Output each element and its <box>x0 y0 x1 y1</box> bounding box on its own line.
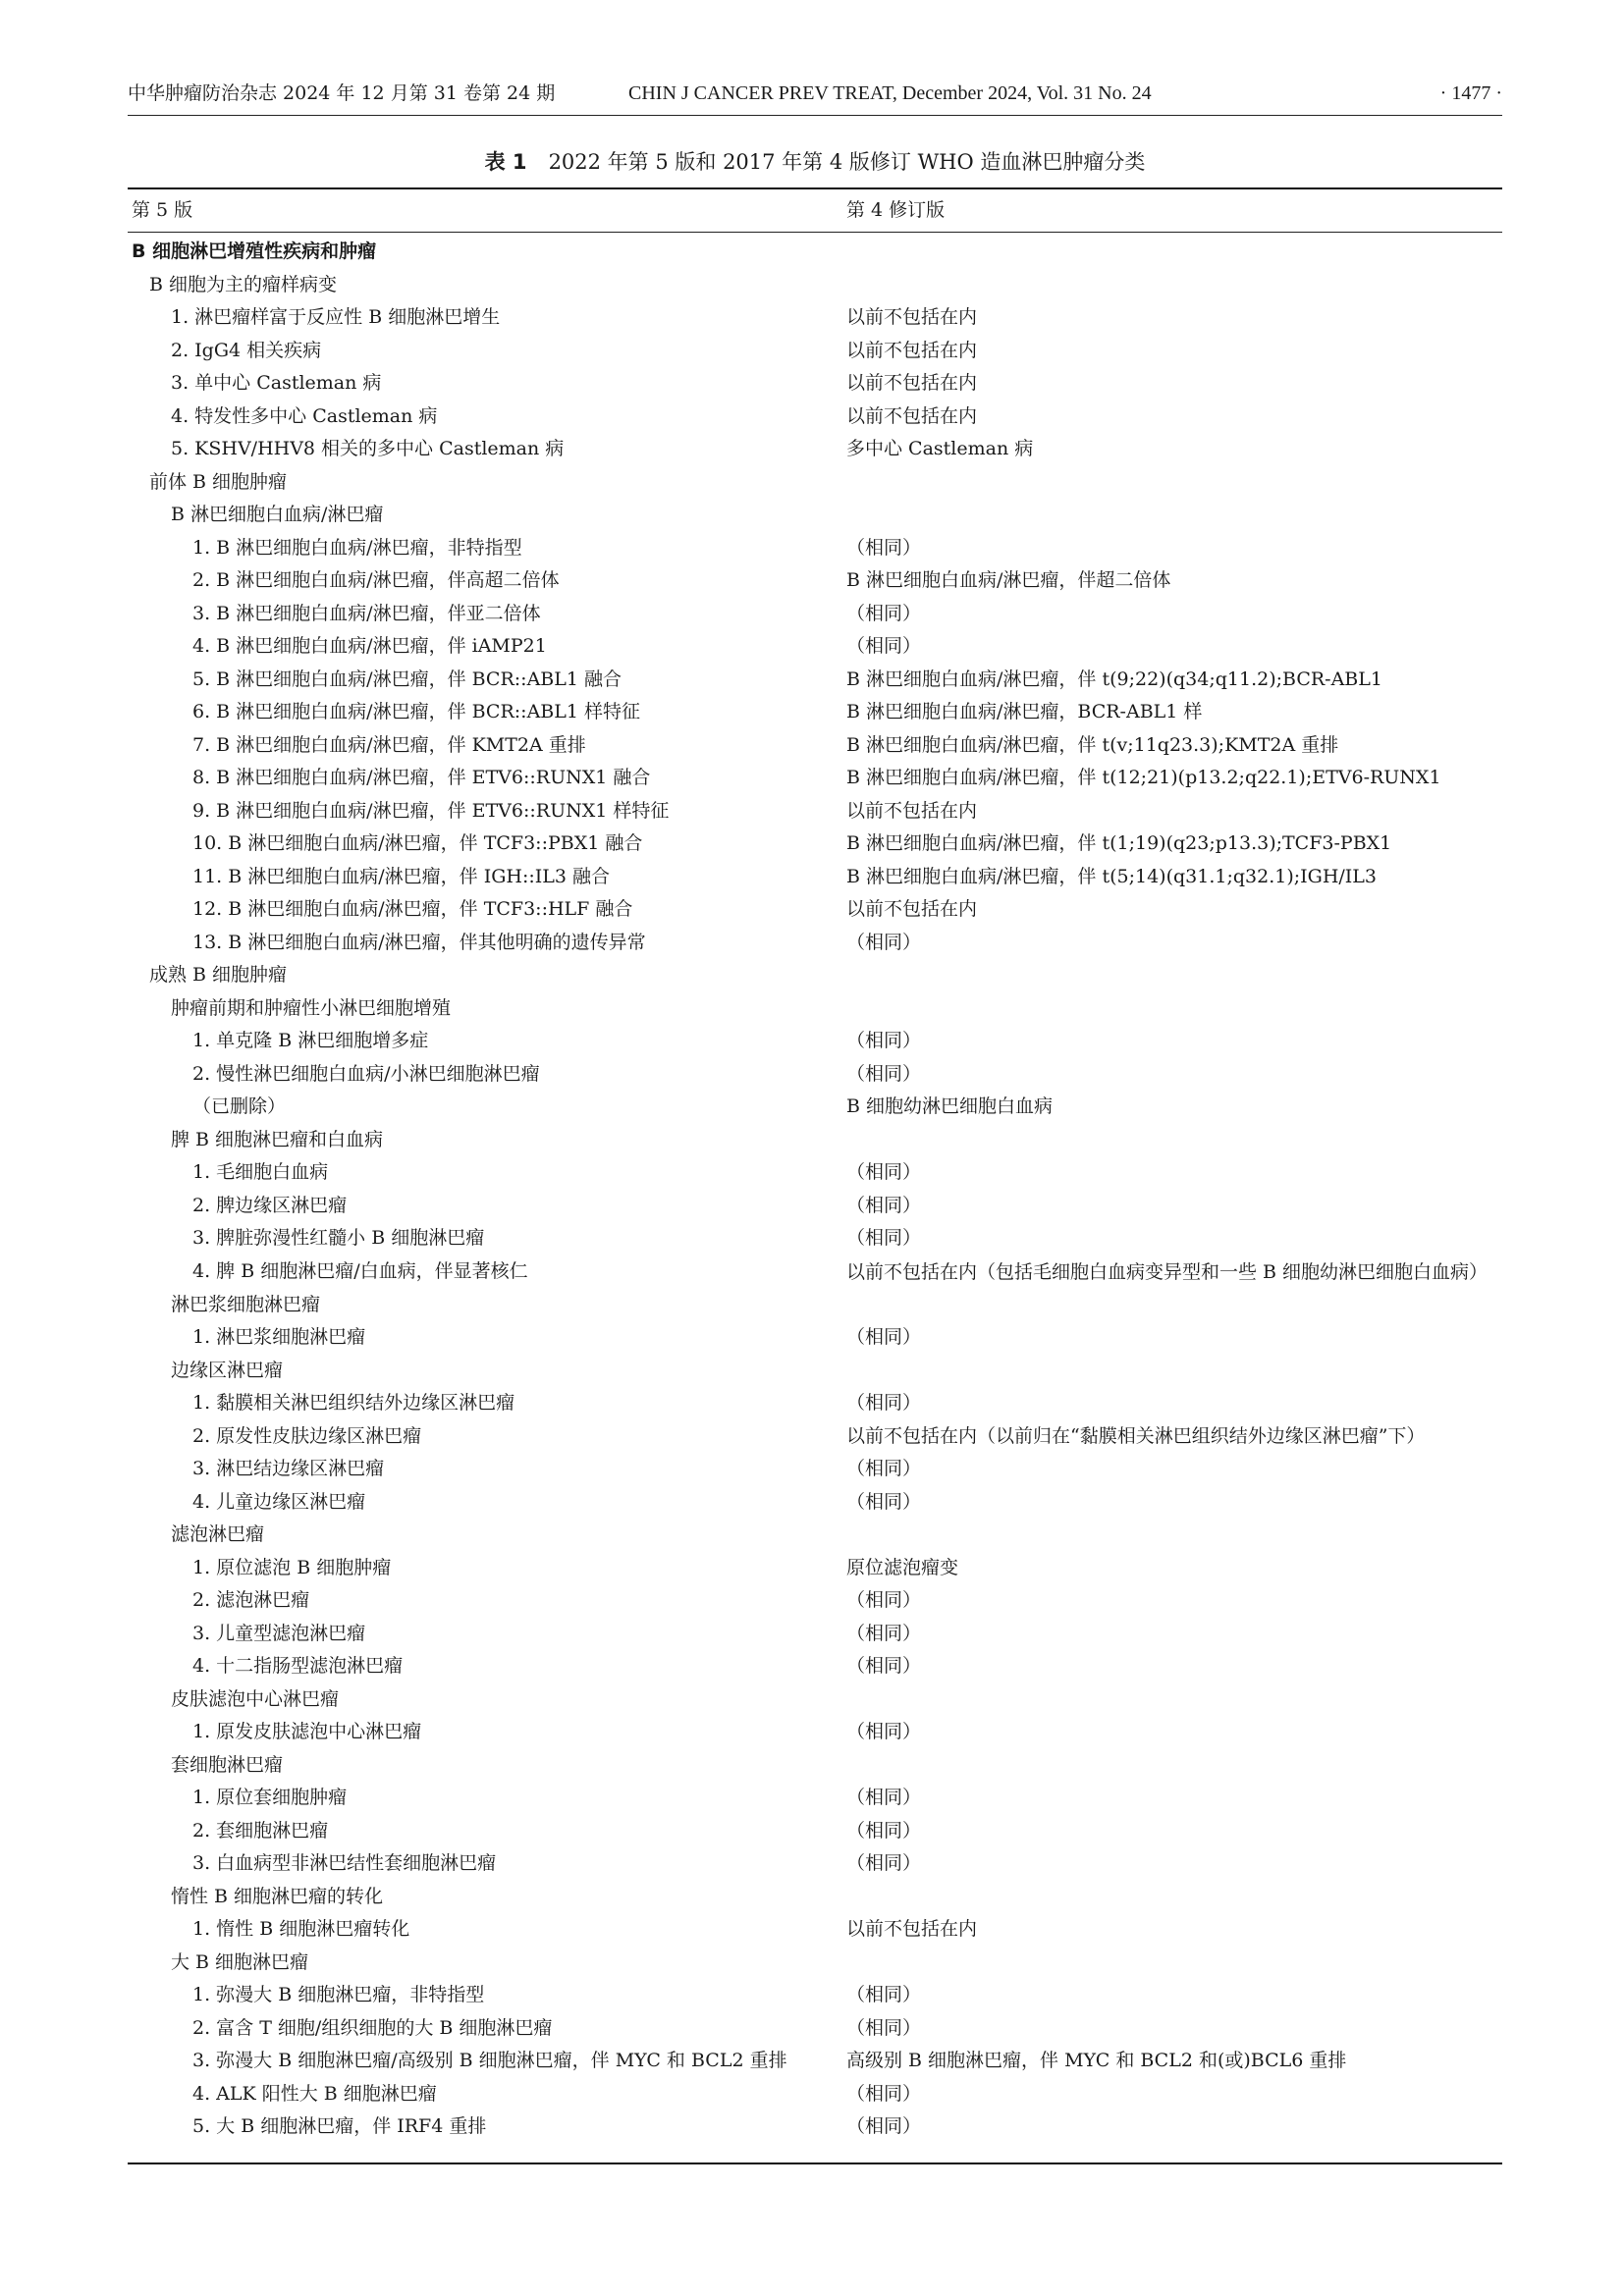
cell-5th-edition: 12. B 淋巴细胞白血病/淋巴瘤，伴 TCF3::HLF 融合 <box>192 898 633 920</box>
table-section-heading <box>128 269 1502 302</box>
table-section-heading <box>128 1124 1502 1157</box>
journal-title: 中华肿瘤防治杂志 2024 年 12 月第 31 卷第 24 期 <box>128 82 556 104</box>
table-row <box>128 2078 1502 2111</box>
cell-4th-revised-edition: B 细胞幼淋巴细胞白血病 <box>846 1095 1054 1117</box>
cell-4th-revised-edition: （相同） <box>846 1622 922 1644</box>
cell-4th-revised-edition: 以前不包括在内 <box>846 898 978 920</box>
cell-4th-revised-edition <box>846 1355 1485 1388</box>
cell-4th-revised-edition: （相同） <box>846 1852 922 1874</box>
cell-4th-revised-edition <box>846 269 1485 302</box>
cell-4th-revised-edition: （相同） <box>846 1326 922 1348</box>
cell-4th-revised-edition: 以前不包括在内 <box>846 799 978 822</box>
table-header-rule <box>128 232 1502 233</box>
cell-5th-edition: 1. B 淋巴细胞白血病/淋巴瘤，非特指型 <box>192 536 522 559</box>
cell-5th-edition: 4. B 淋巴细胞白血病/淋巴瘤，伴 iAMP21 <box>192 635 547 657</box>
page-number: · 1477 · <box>1439 82 1502 104</box>
cell-4th-revised-edition <box>846 1881 1485 1914</box>
cell-5th-edition: 大 B 细胞淋巴瘤 <box>171 1950 309 1973</box>
cell-4th-revised-edition: （相同） <box>846 1490 922 1513</box>
cell-4th-revised-edition: （相同） <box>846 2016 922 2039</box>
cell-4th-revised-edition <box>846 499 1485 532</box>
table-caption <box>128 145 1502 179</box>
table-section-heading <box>128 1289 1502 1322</box>
table-row <box>128 696 1502 729</box>
cell-5th-edition: 3. 白血病型非淋巴结性套细胞淋巴瘤 <box>192 1852 497 1874</box>
cell-5th-edition: 5. B 淋巴细胞白血病/淋巴瘤，伴 BCR::ABL1 融合 <box>192 667 623 690</box>
table-row <box>128 335 1502 368</box>
cell-5th-edition: 肿瘤前期和肿瘤性小淋巴细胞增殖 <box>171 996 452 1019</box>
table-bottom-rule <box>128 2163 1502 2164</box>
cell-4th-revised-edition: B 淋巴细胞白血病/淋巴瘤，伴 t(5;14)(q31.1;q32.1);IGH/IL3 <box>846 865 1377 887</box>
cell-5th-edition: 4. ALK 阳性大 B 细胞淋巴瘤 <box>192 2082 437 2105</box>
cell-4th-revised-edition: B 淋巴细胞白血病/淋巴瘤，伴 t(12;21)(p13.2;q22.1);ETV6-RUNX1 <box>846 767 1441 788</box>
cell-5th-edition: B 细胞淋巴增殖性疾病和肿瘤 <box>132 240 377 262</box>
table-row <box>128 1782 1502 1815</box>
cell-5th-edition: 1. 原位套细胞肿瘤 <box>192 1787 348 1808</box>
table-section-heading <box>128 499 1502 532</box>
cell-4th-revised-edition: （相同） <box>846 1787 922 1808</box>
cell-5th-edition: 2. 富含 T 细胞/组织细胞的大 B 细胞淋巴瘤 <box>192 2016 553 2039</box>
table-row <box>128 1190 1502 1223</box>
cell-4th-revised-edition: （相同） <box>846 931 922 953</box>
table-title: 2022 年第 5 版和 2017 年第 4 版修订 WHO 造血淋巴肿瘤分类 <box>548 150 1146 174</box>
cell-4th-revised-edition: （相同） <box>846 1655 922 1677</box>
table-body <box>128 236 1502 2144</box>
cell-5th-edition: 3. 单中心 Castleman 病 <box>171 372 382 394</box>
cell-4th-revised-edition <box>846 1289 1485 1322</box>
cell-5th-edition: 11. B 淋巴细胞白血病/淋巴瘤，伴 IGH::IL3 融合 <box>192 865 611 887</box>
cell-4th-revised-edition: 原位滤泡瘤变 <box>846 1556 959 1578</box>
column-header-5th-edition: 第 5 版 <box>132 199 193 221</box>
cell-5th-edition: 3. B 淋巴细胞白血病/淋巴瘤，伴亚二倍体 <box>192 602 541 624</box>
table-row <box>128 1979 1502 2012</box>
cell-4th-revised-edition: （相同） <box>846 1227 922 1249</box>
cell-5th-edition: 1. 黏膜相关淋巴组织结外边缘区淋巴瘤 <box>192 1392 515 1414</box>
header-divider <box>128 115 1502 116</box>
table-row <box>128 2110 1502 2144</box>
table-row <box>128 1025 1502 1058</box>
cell-5th-edition: 惰性 B 细胞淋巴瘤的转化 <box>171 1885 384 1907</box>
table-row <box>128 2045 1502 2078</box>
cell-4th-revised-edition: 多中心 Castleman 病 <box>846 438 1034 459</box>
cell-5th-edition: 2. IgG4 相关疾病 <box>171 339 322 361</box>
cell-5th-edition: 1. 弥漫大 B 细胞淋巴瘤，非特指型 <box>192 1984 485 2005</box>
cell-4th-revised-edition: B 淋巴细胞白血病/淋巴瘤，伴 t(1;19)(q23;p13.3);TCF3-PBX1 <box>846 832 1392 854</box>
cell-4th-revised-edition: （相同） <box>846 1392 922 1414</box>
cell-4th-revised-edition <box>846 1749 1485 1783</box>
cell-5th-edition: 10. B 淋巴细胞白血病/淋巴瘤，伴 TCF3::PBX1 融合 <box>192 832 643 854</box>
table-row <box>128 1387 1502 1420</box>
cell-5th-edition: 1. 毛细胞白血病 <box>192 1161 329 1183</box>
cell-4th-revised-edition: 以前不包括在内 <box>846 339 978 361</box>
cell-4th-revised-edition: （相同） <box>846 1194 922 1216</box>
cell-4th-revised-edition: （相同） <box>846 1819 922 1842</box>
cell-5th-edition: 5. KSHV/HHV8 相关的多中心 Castleman 病 <box>171 438 565 459</box>
table-row <box>128 1255 1502 1289</box>
table-top-rule <box>128 187 1502 189</box>
cell-5th-edition: 皮肤滤泡中心淋巴瘤 <box>171 1687 340 1710</box>
cell-4th-revised-edition: B 淋巴细胞白血病/淋巴瘤，BCR-ABL1 样 <box>846 701 1203 722</box>
cell-4th-revised-edition: 以前不包括在内 <box>846 1918 978 1940</box>
cell-5th-edition: 套细胞淋巴瘤 <box>171 1753 284 1776</box>
cell-5th-edition: 1. 淋巴浆细胞淋巴瘤 <box>192 1326 366 1348</box>
table-row <box>128 795 1502 828</box>
cell-5th-edition: 2. 套细胞淋巴瘤 <box>192 1819 329 1842</box>
cell-4th-revised-edition: B 淋巴细胞白血病/淋巴瘤，伴超二倍体 <box>846 569 1171 591</box>
cell-5th-edition: 2. 原发性皮肤边缘区淋巴瘤 <box>192 1424 422 1447</box>
table-row <box>128 1156 1502 1190</box>
cell-5th-edition: 1. 单克隆 B 淋巴细胞增多症 <box>192 1030 429 1051</box>
cell-5th-edition: 淋巴浆细胞淋巴瘤 <box>171 1293 321 1315</box>
cell-5th-edition: 边缘区淋巴瘤 <box>171 1359 284 1381</box>
table-row <box>128 828 1502 861</box>
table-section-heading <box>128 236 1502 269</box>
cell-5th-edition: B 细胞为主的瘤样病变 <box>149 273 338 295</box>
cell-4th-revised-edition: （相同） <box>846 1721 922 1742</box>
table-row <box>128 1486 1502 1520</box>
cell-4th-revised-edition: （相同） <box>846 1161 922 1183</box>
table-section-heading <box>128 466 1502 500</box>
cell-4th-revised-edition <box>846 236 1485 269</box>
table-row <box>128 1815 1502 1848</box>
cell-4th-revised-edition: （相同） <box>846 2082 922 2105</box>
cell-4th-revised-edition <box>846 992 1485 1026</box>
cell-5th-edition: 滤泡淋巴瘤 <box>171 1523 265 1545</box>
table-row <box>128 1321 1502 1355</box>
cell-4th-revised-edition <box>846 466 1485 500</box>
table-section-heading <box>128 1355 1502 1388</box>
cell-5th-edition: 前体 B 细胞肿瘤 <box>149 470 288 493</box>
cell-5th-edition: 2. 慢性淋巴细胞白血病/小淋巴细胞淋巴瘤 <box>192 1062 540 1085</box>
table-section-heading <box>128 1683 1502 1717</box>
cell-4th-revised-edition: B 淋巴细胞白血病/淋巴瘤，伴 t(v;11q23.3);KMT2A 重排 <box>846 733 1339 756</box>
journal-english-citation: CHIN J CANCER PREV TREAT, December 2024, Vol. 31 No. 24 <box>628 82 1152 104</box>
cell-4th-revised-edition: 以前不包括在内（包括毛细胞白血病变异型和一些 B 细胞幼淋巴细胞白血病） <box>846 1260 1489 1283</box>
table-row <box>128 301 1502 335</box>
table-row <box>128 1552 1502 1585</box>
table-row <box>128 893 1502 927</box>
cell-4th-revised-edition: （相同） <box>846 1984 922 2005</box>
table-section-heading <box>128 959 1502 992</box>
table-row <box>128 564 1502 598</box>
cell-4th-revised-edition: 以前不包括在内 <box>846 372 978 394</box>
table-row <box>128 664 1502 697</box>
table-row <box>128 400 1502 434</box>
cell-5th-edition: 3. 儿童型滤泡淋巴瘤 <box>192 1622 366 1644</box>
cell-5th-edition: 2. 脾边缘区淋巴瘤 <box>192 1194 348 1216</box>
table-section-heading <box>128 1519 1502 1552</box>
cell-5th-edition: 4. 儿童边缘区淋巴瘤 <box>192 1490 366 1513</box>
cell-4th-revised-edition: 以前不包括在内 <box>846 306 978 328</box>
cell-5th-edition: 3. 淋巴结边缘区淋巴瘤 <box>192 1458 385 1479</box>
cell-4th-revised-edition <box>846 1519 1485 1552</box>
cell-5th-edition: 成熟 B 细胞肿瘤 <box>149 964 288 986</box>
cell-4th-revised-edition: （相同） <box>846 1458 922 1479</box>
cell-5th-edition: 脾 B 细胞淋巴瘤和白血病 <box>171 1128 384 1150</box>
cell-5th-edition: （已删除） <box>192 1095 287 1117</box>
cell-4th-revised-edition <box>846 1947 1485 1980</box>
table-row <box>128 1222 1502 1255</box>
cell-5th-edition: 6. B 淋巴细胞白血病/淋巴瘤，伴 BCR::ABL1 样特征 <box>192 701 641 722</box>
table-section-heading <box>128 1881 1502 1914</box>
table-row <box>128 729 1502 763</box>
table-row <box>128 762 1502 795</box>
cell-5th-edition: 1. 原发皮肤滤泡中心淋巴瘤 <box>192 1721 422 1742</box>
table-section-heading <box>128 1947 1502 1980</box>
cell-4th-revised-edition: 高级别 B 细胞淋巴瘤，伴 MYC 和 BCL2 和(或)BCL6 重排 <box>846 2050 1347 2071</box>
table-row <box>128 1618 1502 1651</box>
cell-5th-edition: 1. 原位滤泡 B 细胞肿瘤 <box>192 1556 392 1578</box>
table-row <box>128 1420 1502 1454</box>
cell-4th-revised-edition: （相同） <box>846 2115 922 2137</box>
table-row <box>128 2012 1502 2046</box>
cell-5th-edition: 4. 脾 B 细胞淋巴瘤/白血病，伴显著核仁 <box>192 1259 528 1282</box>
cell-4th-revised-edition <box>846 1124 1485 1157</box>
table-section-heading <box>128 1749 1502 1783</box>
table-label: 表 1 <box>484 150 527 174</box>
cell-4th-revised-edition: （相同） <box>846 1030 922 1051</box>
cell-5th-edition: 5. 大 B 细胞淋巴瘤，伴 IRF4 重排 <box>192 2115 487 2137</box>
cell-4th-revised-edition <box>846 1683 1485 1717</box>
table-row <box>128 861 1502 894</box>
table-row <box>128 1913 1502 1947</box>
cell-5th-edition: 4. 十二指肠型滤泡淋巴瘤 <box>192 1655 404 1677</box>
table-row <box>128 630 1502 664</box>
table-row <box>128 367 1502 400</box>
cell-4th-revised-edition: （相同） <box>846 602 922 624</box>
table-row <box>128 1453 1502 1486</box>
cell-4th-revised-edition: （相同） <box>846 1589 922 1611</box>
column-header-4th-revised-edition: 第 4 修订版 <box>846 199 946 221</box>
cell-5th-edition: 7. B 淋巴细胞白血病/淋巴瘤，伴 KMT2A 重排 <box>192 733 586 756</box>
table-row <box>128 1716 1502 1749</box>
running-header <box>128 77 1502 110</box>
table-row <box>128 598 1502 631</box>
cell-4th-revised-edition: （相同） <box>846 536 922 559</box>
cell-4th-revised-edition: 以前不包括在内（以前归在“黏膜相关淋巴组织结外边缘区淋巴瘤”下） <box>846 1424 1426 1447</box>
cell-5th-edition: 3. 弥漫大 B 细胞淋巴瘤/高级别 B 细胞淋巴瘤，伴 MYC 和 BCL2 重排 <box>192 2050 787 2071</box>
cell-5th-edition: 13. B 淋巴细胞白血病/淋巴瘤，伴其他明确的遗传异常 <box>192 931 646 953</box>
cell-4th-revised-edition: （相同） <box>846 1062 922 1085</box>
table-row <box>128 1091 1502 1124</box>
cell-4th-revised-edition: B 淋巴细胞白血病/淋巴瘤，伴 t(9;22)(q34;q11.2);BCR-ABL1 <box>846 667 1382 690</box>
table-row <box>128 433 1502 466</box>
table-row <box>128 532 1502 565</box>
cell-4th-revised-edition: （相同） <box>846 635 922 657</box>
cell-5th-edition: 3. 脾脏弥漫性红髓小 B 细胞淋巴瘤 <box>192 1227 485 1249</box>
cell-5th-edition: B 淋巴细胞白血病/淋巴瘤 <box>171 504 384 525</box>
cell-5th-edition: 8. B 淋巴细胞白血病/淋巴瘤，伴 ETV6::RUNX1 融合 <box>192 767 651 788</box>
cell-5th-edition: 2. B 淋巴细胞白血病/淋巴瘤，伴高超二倍体 <box>192 569 560 591</box>
cell-5th-edition: 1. 惰性 B 细胞淋巴瘤转化 <box>192 1918 410 1940</box>
table-row <box>128 1650 1502 1683</box>
cell-5th-edition: 1. 淋巴瘤样富于反应性 B 细胞淋巴增生 <box>171 306 501 328</box>
cell-5th-edition: 9. B 淋巴细胞白血病/淋巴瘤，伴 ETV6::RUNX1 样特征 <box>192 799 670 822</box>
cell-5th-edition: 4. 特发性多中心 Castleman 病 <box>171 404 438 427</box>
table-row <box>128 1058 1502 1092</box>
cell-4th-revised-edition: 以前不包括在内 <box>846 404 978 427</box>
cell-5th-edition: 2. 滤泡淋巴瘤 <box>192 1589 310 1611</box>
cell-4th-revised-edition <box>846 959 1485 992</box>
table-row <box>128 1584 1502 1618</box>
table-row <box>128 1847 1502 1881</box>
table-row <box>128 927 1502 960</box>
table-section-heading <box>128 992 1502 1026</box>
